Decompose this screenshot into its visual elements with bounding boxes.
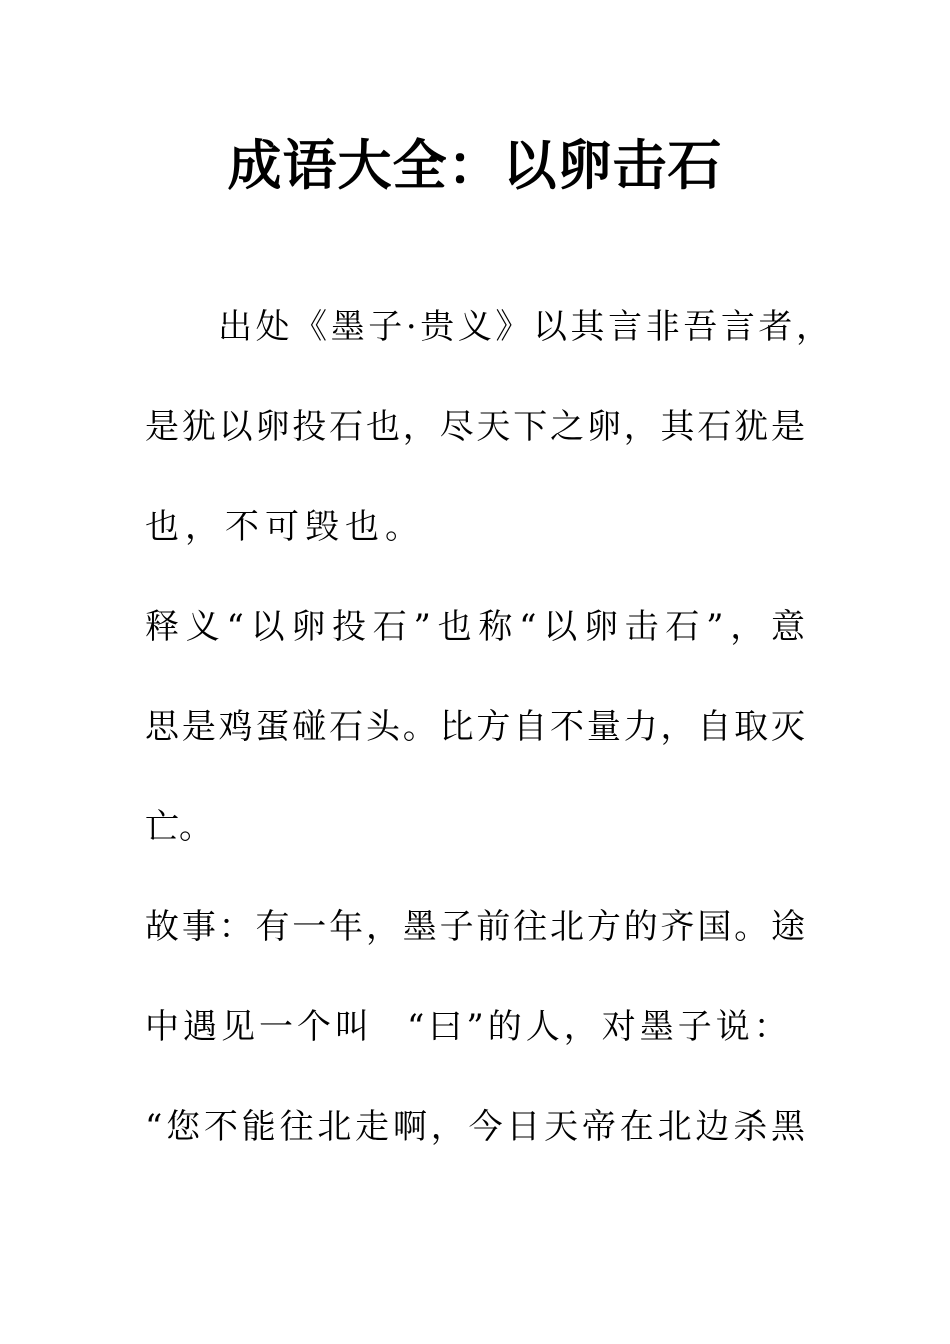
document-title: 成语大全：以卵击石 xyxy=(227,134,723,197)
paragraph-line: 思是鸡蛋碰石头。比方自不量力，自取灭 xyxy=(145,707,805,747)
paragraph-line-part: “曰”的人，对墨子说： xyxy=(407,1007,792,1047)
paragraph-line: 亡。 xyxy=(145,807,213,847)
paragraph-line-with-split xyxy=(145,1002,825,1052)
paragraph-line-part: 中遇见一个叫 xyxy=(145,1007,373,1047)
paragraph-line: “您不能往北走啊，今日天帝在北边杀黑 xyxy=(145,1107,805,1147)
paragraph-line: 出处《墨子·贵义》以其言非吾言者， xyxy=(218,307,830,347)
paragraph-line: 是犹以卵投石也，尽天下之卵，其石犹是 xyxy=(145,407,805,447)
paragraph-line: 故事：有一年，墨子前往北方的齐国。途 xyxy=(145,907,805,947)
paragraph-line: 也，不可毁也。 xyxy=(145,507,425,547)
paragraph-line: 释义“以卵投石”也称“以卵击石”，意 xyxy=(145,607,805,647)
